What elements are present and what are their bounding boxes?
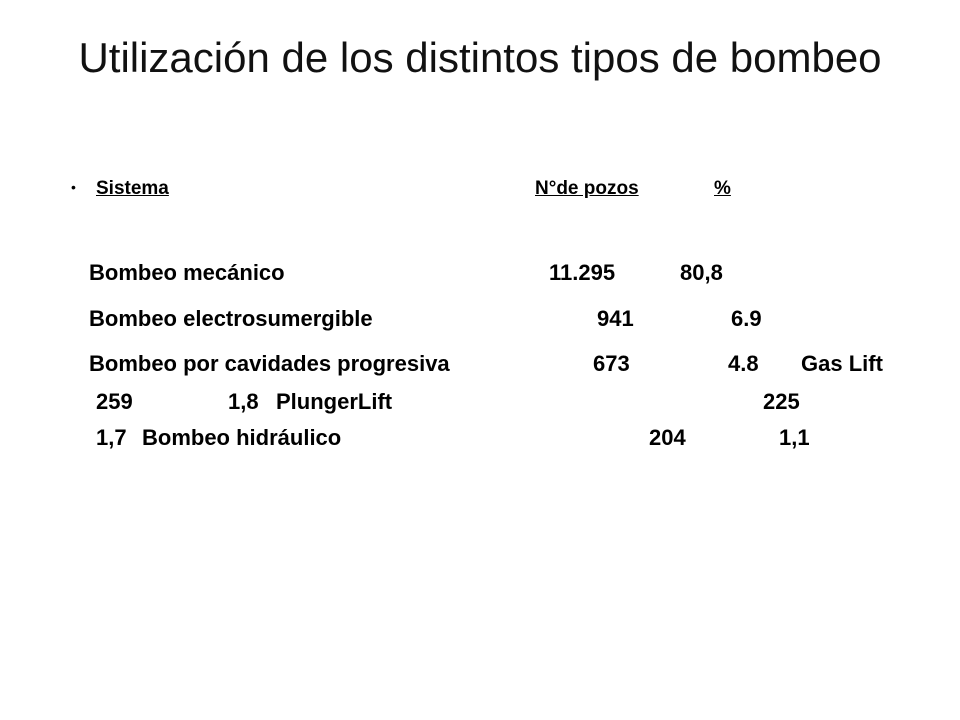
row-percent: 1,7 xyxy=(96,425,127,450)
header-wells xyxy=(535,178,639,200)
row-name: PlungerLift xyxy=(276,389,393,414)
header-percent xyxy=(714,178,731,200)
row-wells: 673 xyxy=(593,351,630,376)
header-system-label: Sistema xyxy=(96,178,169,199)
row-wells: 11.295 xyxy=(549,260,616,285)
row-name: Bombeo mecánico xyxy=(89,260,285,285)
header-wells-label: N°de pozos xyxy=(535,178,639,199)
row-wells: 204 xyxy=(649,425,686,450)
row-wells: 225 xyxy=(763,389,800,414)
header-percent-label: % xyxy=(714,178,731,199)
row-wells: 259 xyxy=(96,389,133,414)
row-wells: 941 xyxy=(597,306,634,331)
row-percent: 1,1 xyxy=(779,425,810,450)
row-name: Bombeo electrosumergible xyxy=(89,306,373,331)
page-title: Utilización de los distintos tipos de bombeo xyxy=(78,34,882,81)
row-percent: 6.9 xyxy=(731,306,762,331)
header-system xyxy=(96,178,169,200)
row-name: Gas Lift xyxy=(801,351,883,376)
row-percent: 4.8 xyxy=(728,351,759,376)
row-percent: 80,8 xyxy=(680,260,723,285)
row-name: Bombeo hidráulico xyxy=(142,425,342,450)
bullet-icon: • xyxy=(71,179,76,195)
row-name: Bombeo por cavidades progresiva xyxy=(89,351,450,376)
row-percent: 1,8 xyxy=(228,389,259,414)
